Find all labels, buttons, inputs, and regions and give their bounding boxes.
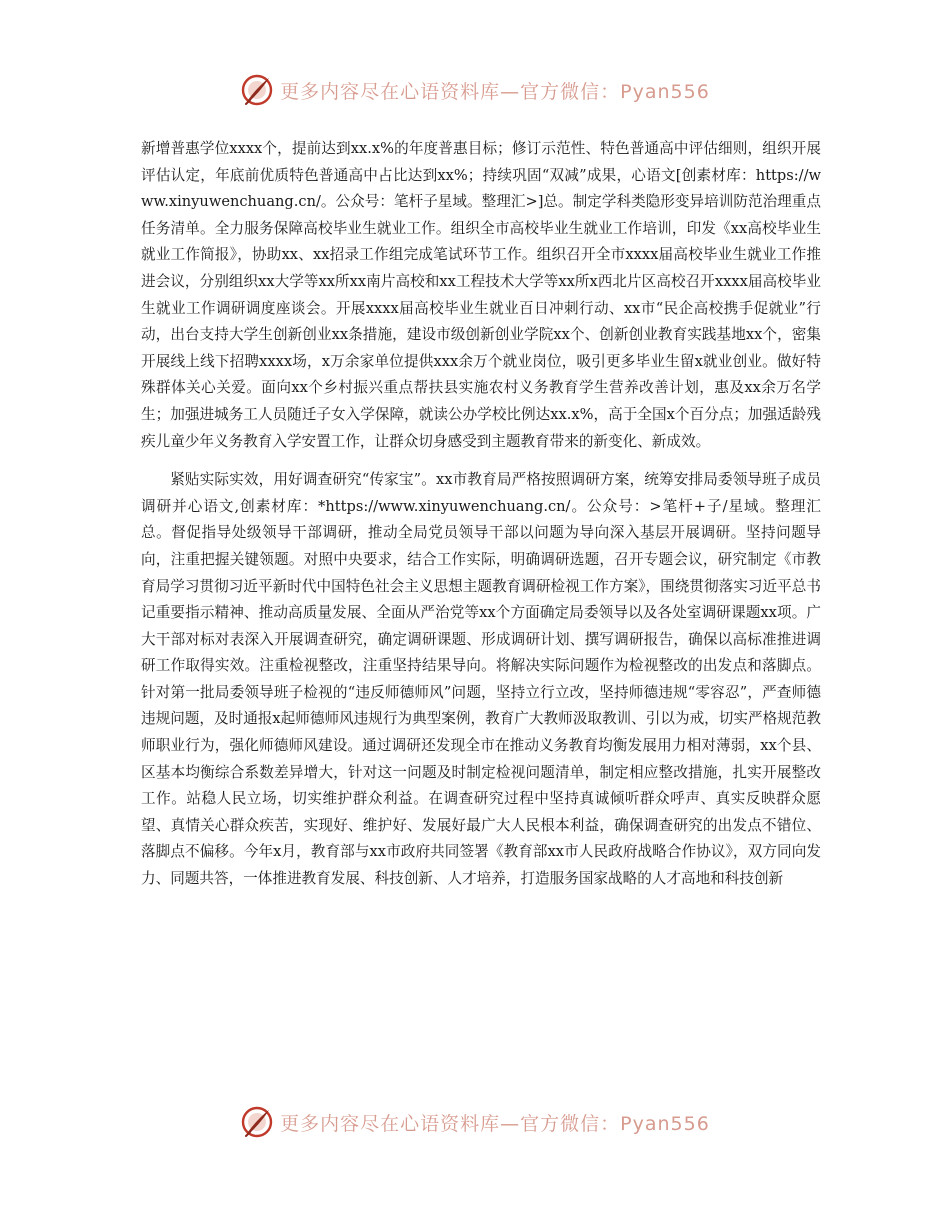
- quill-seal-icon: [240, 1105, 274, 1139]
- footer-banner-text: 更多内容尽在心语资料库—官方微信：Pyan556: [280, 1112, 710, 1135]
- header-banner: [0, 68, 950, 112]
- quill-seal-icon: [240, 73, 274, 107]
- body-paragraph-1: 新增普惠学位xxxx个，提前达到xx.x%的年度普惠目标；修订示范性、特色普通高中评估细则，组织开展评估认定，年底前优质特色普通高中占比达到xx%；持续巩固“双减”成果，心语文[创素材库：https://www.xinyuwenchuang.cn/。公众号：笔杆子星域。整理汇>]总。制定学科类隐形变异培训防范治理重点任务清单。全力服务保障高校毕业生就业工作。组织全市高校毕业生就业工作培训，印发《xx高校毕业生就业工作简报》，协助xx、xx招录工作组完成笔试环节工作。组织召开全市xxxx届高校毕业生就业工作推进会议，分别组织xx大学等xx所xx南片高校和xx工程技术大学等xx所x西北片区高校召开xxxx届高校毕业生就业工作调研调度座谈会。开展xxxx届高校毕业生就业百日冲刺行动、xx市“民企高校携手促就业”行动，出台支持大学生创新创业xx条措施，建设市级创新创业学院xx个、创新创业教育实践基地xx个，密集开展线上线下招聘xxxx场，x万余家单位提供xxx余万个就业岗位，吸引更多毕业生留x就业创业。做好特殊群体关心关爱。面向xx个乡村振兴重点帮扶县实施农村义务教育学生营养改善计划，惠及xx余万名学生；加强进城务工人员随迁子女入学保障，就读公办学校比例达xx.x%，高于全国x个百分点；加强适龄残疾儿童少年义务教育入学安置工作，让群众切身感受到主题教育带来的新变化、新成效。: [141, 140, 821, 450]
- body-paragraph-2: 紧贴实际实效，用好调查研究“传家宝”。xx市教育局严格按照调研方案，统筹安排局委领导班子成员调研并心语文,创素材库：*https://www.xinyuwenchuang.cn/。公众号：>笔杆+子/星域。整理汇总。督促指导处级领导干部调研，推动全局党员领导干部以问题为导向深入基层开展调研。坚持问题导向，注重把握关键领题。对照中央要求，结合工作实际，明确调研选题，召开专题会议，研究制定《市教育局学习贯彻习近平新时代中国特色社会主义思想主题教育调研检视工作方案》，围绕贯彻落实习近平总书记重要指示精神、推动高质量发展、全面从严治党等xx个方面确定局委领导以及各处室调研课题xx项。广大干部对标对表深入开展调查研究，确定调研课题、形成调研计划、撰写调研报告，确保以高标准推进调研工作取得实效。注重检视整改，注重坚持结果导向。将解决实际问题作为检视整改的出发点和落脚点。针对第一批局委领导班子检视的“违反师德师风”问题，坚持立行立改，坚持师德违规“零容忍”，严查师德违规问题，及时通报x起师德师风违规行为典型案例，教育广大教师汲取教训、引以为戒，切实严格规范教师职业行为，强化师德师风建设。通过调研还发现全市在推动义务教育均衡发展用力相对薄弱，xx个县、区基本均衡综合系数差异增大，针对这一问题及时制定检视问题清单，制定相应整改措施，扎实开展整改工作。站稳人民立场，切实维护群众利益。在调查研究过程中坚持真诚倾听群众呼声、真实反映群众愿望、真情关心群众疾苦，实现好、维护好、发展好最广大人民根本利益，确保调查研究的出发点不错位、落脚点不偏移。今年x月，教育部与xx市政府共同签署《教育部xx市人民政府战略合作协议》，双方同向发力、同题共答，一体推进教育发展、科技创新、人才培养，打造服务国家战略的人才高地和科技创新: [141, 471, 821, 888]
- document-body: [141, 136, 821, 893]
- footer-banner: [0, 1100, 950, 1144]
- header-banner-text: 更多内容尽在心语资料库—官方微信：Pyan556: [280, 80, 710, 103]
